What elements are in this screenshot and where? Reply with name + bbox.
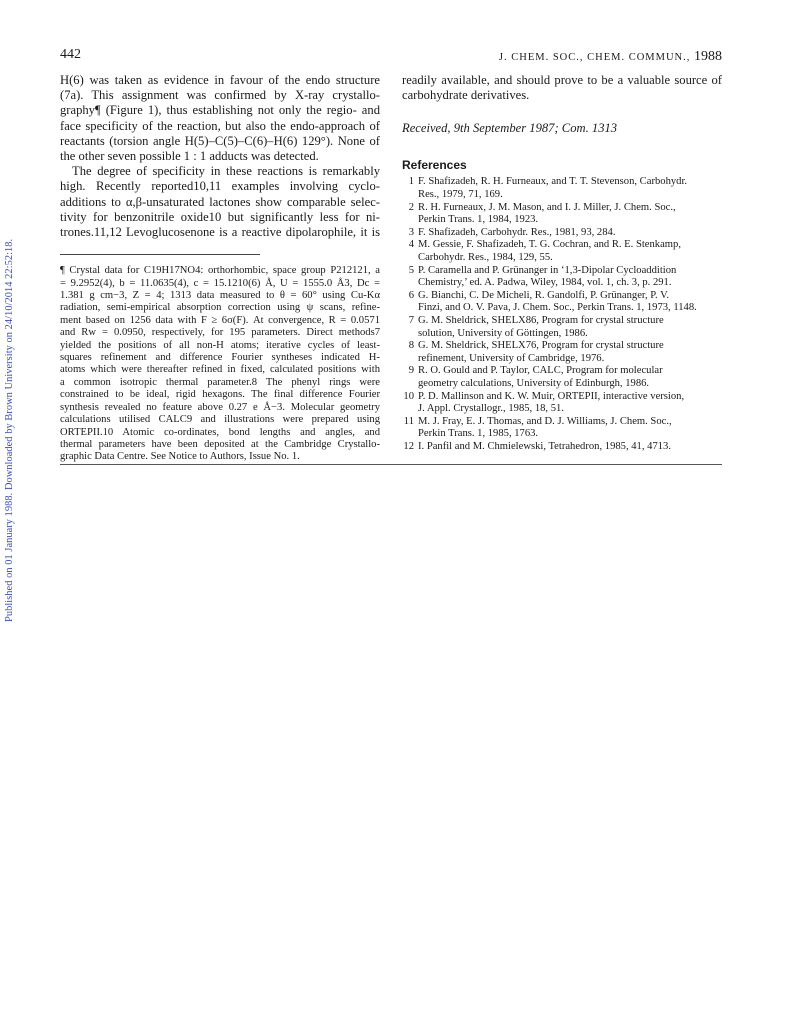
body-paragraph-1 bbox=[60, 73, 380, 164]
reference-line: Finzi, and O. V. Pava, J. Chem. Soc., Perkin Trans. 1, 1973, 1148. bbox=[418, 302, 697, 314]
reference-line: G. Bianchi, C. De Micheli, R. Gandolfi, P. Grünanger, P. V. bbox=[418, 289, 670, 301]
crystal-data-footnote bbox=[60, 265, 380, 464]
footnote-line: and Rw = 0.0950, respectively, for 195 parameters. Direct methods7 bbox=[60, 327, 380, 339]
footnote-divider bbox=[60, 254, 260, 255]
reference-item bbox=[402, 290, 722, 315]
reference-line: Perkin Trans. 1, 1984, 1923. bbox=[418, 214, 539, 226]
journal-header bbox=[499, 49, 722, 65]
journal-year: 1988 bbox=[694, 49, 722, 64]
text-line: high. Recently reported10,11 examples involving cyclo- bbox=[60, 179, 380, 194]
reference-line: Chemistry,’ ed. A. Padwa, Wiley, 1984, vol. 1, ch. 3, p. 291. bbox=[418, 277, 672, 289]
reference-number: 9 bbox=[408, 365, 414, 377]
footnote-line: radiation, semi-empirical absorption correction using ψ scans, refine- bbox=[60, 302, 380, 314]
footnote-line: = 9.2952(4), b = 11.0635(4), c = 15.1210(6) Å, U = 1555.0 Å3, Dc = bbox=[60, 277, 380, 289]
reference-line: F. Shafizadeh, Carbohydr. Res., 1981, 93, 284. bbox=[418, 226, 616, 238]
text-line: readily available, and should prove to be a valuable source of bbox=[402, 73, 722, 87]
footnote-line: yielded the positions of all non-H atoms; iterative cycles of least- bbox=[60, 339, 380, 351]
reference-line: Perkin Trans. 1, 1985, 1763. bbox=[418, 428, 539, 440]
reference-number: 3 bbox=[408, 226, 414, 238]
reference-number: 10 bbox=[403, 390, 414, 402]
text-line: graphy¶ (Figure 1), thus establishing not only the regio- and bbox=[60, 103, 380, 118]
received-date: Received, 9th September 1987; Com. 1313 bbox=[402, 121, 618, 136]
reference-line: Res., 1979, 71, 169. bbox=[418, 189, 503, 200]
body-paragraph-3 bbox=[402, 73, 722, 103]
reference-line: R. H. Furneaux, J. M. Mason, and I. J. Miller, J. Chem. Soc., bbox=[418, 201, 676, 213]
reference-line: F. Shafizadeh, R. H. Furneaux, and T. T. Stevenson, Carbohydr. bbox=[418, 176, 688, 188]
reference-line: M. J. Fray, E. J. Thomas, and D. J. Williams, J. Chem. Soc., bbox=[418, 415, 672, 427]
reference-item bbox=[402, 441, 722, 454]
reference-number: 6 bbox=[408, 289, 414, 301]
footnote-line: a common isotropic thermal parameter.8 The phenyl rings were bbox=[60, 376, 380, 388]
download-watermark-text: Published on 01 January 1988. Downloaded by Brown University on 24/10/2014 22:52:18. bbox=[4, 238, 15, 622]
reference-line: solution, University of Göttingen, 1986. bbox=[418, 327, 588, 339]
reference-number: 11 bbox=[403, 415, 414, 427]
text-line: reactants (torsion angle H(5)–C(5)–C(6)–H(6) 129°). None of bbox=[60, 133, 380, 148]
footnote-line: graphic Data Centre. See Notice to Authors, Issue No. 1. bbox=[60, 451, 300, 463]
body-paragraph-2 bbox=[60, 164, 380, 240]
references-heading: References bbox=[402, 158, 467, 173]
reference-item bbox=[402, 227, 722, 240]
reference-line: refinement, University of Cambridge, 1976. bbox=[418, 352, 605, 364]
reference-line: P. Caramella and P. Grünanger in ‘1,3-Dipolar Cycloaddition bbox=[418, 264, 677, 276]
page-bottom-rule bbox=[60, 464, 722, 465]
footnote-line: ORTEPII.10 Atomic co-ordinates, bond lengths and angles, and bbox=[60, 426, 380, 438]
reference-item bbox=[402, 176, 722, 201]
footnote-line: constrained to be ideal, rigid hexagons. The final difference Fourier bbox=[60, 389, 380, 401]
reference-line: Carbohydr. Res., 1984, 129, 55. bbox=[418, 251, 553, 263]
reference-item bbox=[402, 202, 722, 227]
footnote-line: calculations utilised CALC9 and illustrations were prepared using bbox=[60, 414, 380, 426]
reference-line: G. M. Sheldrick, SHELX86, Program for crystal structure bbox=[418, 314, 664, 326]
text-line: carbohydrate derivatives. bbox=[402, 88, 530, 103]
text-line: (7a). This assignment was confirmed by X-ray crystallo- bbox=[60, 88, 380, 103]
text-line: the other seven possible 1 : 1 adducts was detected. bbox=[60, 149, 319, 164]
reference-line: R. O. Gould and P. Taylor, CALC, Program for molecular bbox=[418, 365, 663, 377]
footnote-line: 1.381 g cm−3, Z = 4; 1313 data measured to θ = 60° using Cu-Kα bbox=[60, 290, 380, 302]
reference-line: geometry calculations, University of Edinburgh, 1986. bbox=[418, 377, 650, 389]
reference-line: P. D. Mallinson and K. W. Muir, ORTEPII, interactive version, bbox=[418, 390, 685, 402]
reference-line: G. M. Sheldrick, SHELX76, Program for crystal structure bbox=[418, 340, 664, 352]
journal-name: J. CHEM. SOC., CHEM. COMMUN., bbox=[498, 52, 691, 63]
footnote-line: atoms which were thereafter refined in fixed, calculated positions with bbox=[60, 364, 380, 376]
footnote-line: squares refinement and difference Fourier syntheses indicated H- bbox=[60, 352, 380, 364]
reference-line: J. Appl. Crystallogr., 1985, 18, 51. bbox=[418, 403, 564, 415]
text-line: additions to α,β-unsaturated lactones show comparable selec- bbox=[60, 194, 380, 209]
reference-item bbox=[402, 239, 722, 264]
reference-number: 1 bbox=[408, 176, 414, 188]
footnote-line: ¶ Crystal data for C19H17NO4: orthorhombic, space group P212121, a bbox=[60, 265, 380, 277]
reference-number: 2 bbox=[408, 201, 414, 213]
page-number: 442 bbox=[60, 47, 81, 62]
text-line: trones.11,12 Levoglucosenone is a reactive dipolarophile, it is bbox=[60, 225, 380, 240]
reference-line: I. Panfil and M. Chmielewski, Tetrahedron, 1985, 41, 4713. bbox=[418, 440, 671, 452]
reference-list bbox=[402, 176, 722, 453]
left-column bbox=[60, 73, 380, 464]
footnote-line: thermal parameters have been deposited at the Cambridge Crystallo- bbox=[60, 438, 380, 450]
reference-number: 8 bbox=[408, 340, 414, 352]
text-line: The degree of specificity in these reactions is remarkably bbox=[72, 164, 380, 179]
reference-number: 12 bbox=[403, 440, 414, 452]
reference-number: 7 bbox=[408, 314, 414, 326]
reference-item bbox=[402, 365, 722, 390]
right-column bbox=[402, 73, 722, 453]
reference-item bbox=[402, 265, 722, 290]
reference-number: 5 bbox=[408, 264, 414, 276]
footnote-line: synthesis revealed no feature above 0.27 e Å−3. Molecular geometry bbox=[60, 401, 380, 413]
text-line: H(6) was taken as evidence in favour of the endo structure bbox=[60, 73, 380, 87]
reference-item bbox=[402, 416, 722, 441]
reference-item bbox=[402, 315, 722, 340]
reference-line: M. Gessie, F. Shafizadeh, T. G. Cochran, and R. E. Stenkamp, bbox=[418, 239, 681, 251]
reference-item bbox=[402, 391, 722, 416]
reference-number: 4 bbox=[408, 239, 414, 251]
download-watermark bbox=[4, 222, 18, 622]
footnote-line: ment based on 1256 data with F ≥ 6σ(F). At convergence, R = 0.0571 bbox=[60, 314, 380, 326]
reference-item bbox=[402, 340, 722, 365]
text-line: face specificity of the reaction, but also the endo-approach of bbox=[60, 118, 380, 133]
text-line: tivity for benzonitrile oxide10 but significantly less for ni- bbox=[60, 209, 380, 224]
